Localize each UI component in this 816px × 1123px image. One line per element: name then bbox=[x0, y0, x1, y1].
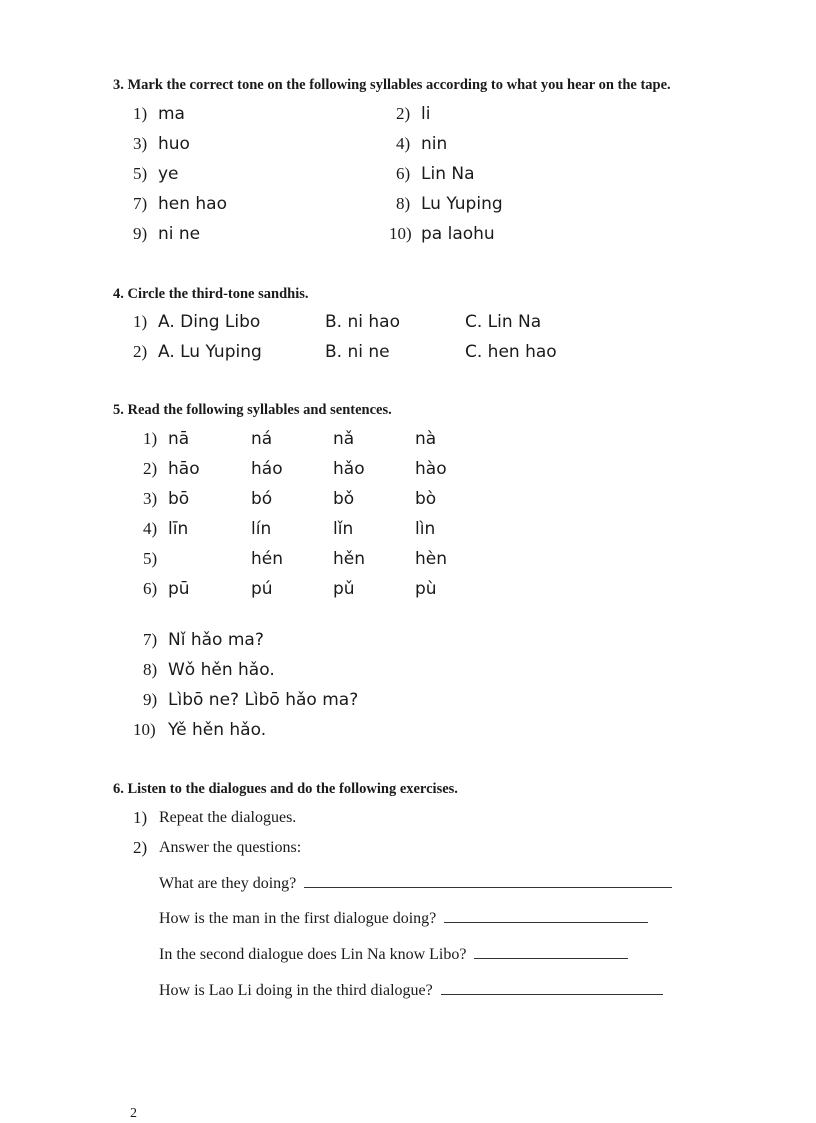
syllable-tone-3: hěn bbox=[333, 549, 366, 569]
s4-row-number: 1) bbox=[133, 312, 148, 331]
s3-item-number: 8) bbox=[396, 194, 411, 213]
s3-item-text: huo bbox=[158, 134, 190, 154]
s6-item-text: Answer the questions: bbox=[159, 839, 302, 856]
syllable-tone-4: nà bbox=[415, 429, 437, 449]
s3-item-number: 2) bbox=[396, 104, 411, 123]
s3-item-number: 7) bbox=[133, 194, 148, 213]
s5-row-number: 6) bbox=[143, 579, 158, 598]
syllable-tone-4: bò bbox=[415, 489, 437, 509]
question-3 bbox=[159, 946, 628, 964]
s4-option-c: C. Lin Na bbox=[465, 312, 542, 332]
syllable-tone-4: lìn bbox=[415, 519, 436, 539]
syllable-tone-1: hāo bbox=[168, 459, 200, 479]
s5-sentence-number: 10) bbox=[133, 720, 156, 739]
syllable-tone-2: ná bbox=[251, 429, 273, 449]
s3-item-number: 10) bbox=[389, 224, 412, 243]
syllable-tone-3: nǎ bbox=[333, 429, 355, 449]
s3-item-number: 4) bbox=[396, 134, 411, 153]
syllable-tone-1: nā bbox=[168, 429, 190, 449]
syllable-tone-2: háo bbox=[251, 459, 283, 479]
s3-item-text: Lin Na bbox=[421, 164, 475, 184]
s6-item-number: 1) bbox=[133, 808, 148, 827]
syllable-tone-4: hào bbox=[415, 459, 447, 479]
question-text: How is the man in the first dialogue doing? bbox=[159, 910, 437, 927]
section-6-heading: 6. Listen to the dialogues and do the following exercises. bbox=[113, 781, 458, 797]
syllable-tone-2: pú bbox=[251, 579, 273, 599]
s4-row-number: 2) bbox=[133, 342, 148, 361]
s3-item-text: li bbox=[421, 104, 431, 124]
s3-item-text: ni ne bbox=[158, 224, 201, 244]
syllable-tone-2: lín bbox=[251, 519, 272, 539]
question-text: How is Lao Li doing in the third dialogue? bbox=[159, 982, 433, 999]
s3-item-text: pa laohu bbox=[421, 224, 495, 244]
s4-option-b: B. ni ne bbox=[325, 342, 390, 362]
section-3-heading: 3. Mark the correct tone on the following syllables according to what you hear on the tape. bbox=[113, 77, 671, 93]
s3-item-text: nin bbox=[421, 134, 448, 154]
answer-blank[interactable] bbox=[441, 993, 663, 995]
s4-option-a: A. Ding Libo bbox=[158, 312, 261, 332]
question-text: What are they doing? bbox=[159, 875, 297, 892]
answer-blank[interactable] bbox=[474, 957, 628, 959]
syllable-tone-1: bō bbox=[168, 489, 190, 509]
s5-sentence: Lìbō ne? Lìbō hǎo ma? bbox=[168, 690, 359, 710]
s4-option-b: B. ni hao bbox=[325, 312, 400, 332]
s5-row-number: 3) bbox=[143, 489, 158, 508]
s5-sentence-number: 7) bbox=[143, 630, 158, 649]
question-2 bbox=[159, 910, 648, 928]
s3-item-text: Lu Yuping bbox=[421, 194, 503, 214]
s5-row-number: 4) bbox=[143, 519, 158, 538]
s3-item-number: 6) bbox=[396, 164, 411, 183]
syllable-tone-3: lǐn bbox=[333, 519, 354, 539]
s6-item-text: Repeat the dialogues. bbox=[159, 809, 297, 826]
syllable-tone-4: pù bbox=[415, 579, 437, 599]
syllable-tone-4: hèn bbox=[415, 549, 448, 569]
s3-item-number: 9) bbox=[133, 224, 148, 243]
syllable-tone-3: pǔ bbox=[333, 579, 355, 599]
s5-sentence-number: 9) bbox=[143, 690, 158, 709]
s4-option-c: C. hen hao bbox=[465, 342, 557, 362]
s5-sentence-number: 8) bbox=[143, 660, 158, 679]
s3-item-text: hen hao bbox=[158, 194, 228, 214]
s5-sentence: Yě hěn hǎo. bbox=[168, 720, 267, 740]
s5-row-number: 1) bbox=[143, 429, 158, 448]
section-4-heading: 4. Circle the third-tone sandhis. bbox=[113, 286, 309, 302]
s5-sentence: Wǒ hěn hǎo. bbox=[168, 660, 275, 680]
s3-item-text: ye bbox=[158, 164, 179, 184]
s5-row-number: 5) bbox=[143, 549, 158, 568]
s3-item-number: 1) bbox=[133, 104, 148, 123]
page-number: 2 bbox=[130, 1106, 137, 1121]
question-1 bbox=[159, 875, 672, 893]
syllable-tone-3: hǎo bbox=[333, 459, 365, 479]
s5-sentence: Nǐ hǎo ma? bbox=[168, 630, 264, 650]
question-text: In the second dialogue does Lin Na know Libo? bbox=[159, 946, 467, 963]
section-5-heading: 5. Read the following syllables and sentences. bbox=[113, 402, 392, 418]
syllable-tone-2: bó bbox=[251, 489, 273, 509]
syllable-tone-3: bǒ bbox=[333, 489, 355, 509]
syllable-tone-2: hén bbox=[251, 549, 284, 569]
s3-item-text: ma bbox=[158, 104, 185, 124]
answer-blank[interactable] bbox=[304, 886, 672, 888]
question-4 bbox=[159, 982, 663, 1000]
answer-blank[interactable] bbox=[444, 921, 648, 923]
s6-item-number: 2) bbox=[133, 838, 148, 857]
syllable-tone-1: pū bbox=[168, 579, 190, 599]
s4-option-a: A. Lu Yuping bbox=[158, 342, 262, 362]
s5-row-number: 2) bbox=[143, 459, 158, 478]
syllable-tone-1: līn bbox=[168, 519, 189, 539]
s3-item-number: 5) bbox=[133, 164, 148, 183]
s3-item-number: 3) bbox=[133, 134, 148, 153]
